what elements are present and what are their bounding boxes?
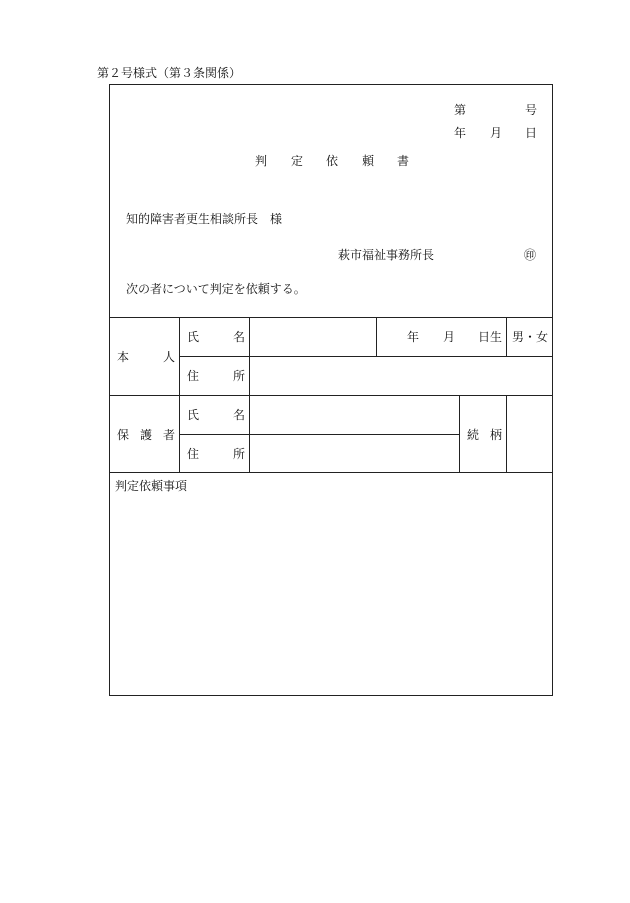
title-char: 書 — [397, 154, 410, 168]
dob-month: 月 — [443, 330, 456, 344]
matters-label: 判定依頼事項 — [115, 479, 188, 493]
number-prefix: 第 — [454, 103, 467, 117]
person-name-label-a: 氏 — [187, 330, 200, 344]
sender: 萩市福祉事務所長 — [338, 248, 435, 262]
guardian-address-label-a: 住 — [187, 447, 200, 461]
title-char: 依 — [326, 154, 339, 168]
title-char: 頼 — [362, 154, 375, 168]
number-suffix: 号 — [525, 103, 538, 117]
guardian-address-label-b: 所 — [233, 447, 246, 461]
person-name-label-b: 名 — [233, 330, 246, 344]
addressee: 知的障害者更生相談所長 様 — [126, 212, 283, 226]
guardian-name-label-a: 氏 — [187, 408, 200, 422]
person-address-label-a: 住 — [187, 369, 200, 383]
person-name-field[interactable] — [251, 319, 375, 355]
title-char: 判 — [255, 154, 268, 168]
guardian-label-b: 護 — [140, 428, 153, 442]
guardian-name-label-b: 名 — [233, 408, 246, 422]
title-char: 定 — [291, 154, 304, 168]
person-address-field[interactable] — [251, 358, 551, 394]
person-label-b: 人 — [163, 350, 176, 364]
seal-mark: ㊞ — [524, 248, 537, 262]
relationship-field[interactable] — [508, 397, 551, 471]
date-year: 年 — [454, 126, 467, 140]
date-day: 日 — [525, 126, 538, 140]
dob-suffix: 日生 — [478, 330, 503, 344]
guardian-name-field[interactable] — [251, 397, 458, 433]
person-label-a: 本 — [117, 350, 130, 364]
person-address-label-b: 所 — [233, 369, 246, 383]
guardian-address-field[interactable] — [251, 436, 458, 471]
intro-text: 次の者について判定を依頼する。 — [126, 282, 306, 296]
guardian-label-a: 保 — [117, 428, 130, 442]
relationship-label-b: 柄 — [490, 428, 503, 442]
gender-options[interactable]: 男・女 — [512, 330, 549, 344]
guardian-label-c: 者 — [163, 428, 176, 442]
matters-field[interactable] — [111, 496, 551, 693]
form-number: 第２号様式（第３条関係） — [97, 66, 242, 80]
relationship-label-a: 続 — [467, 428, 480, 442]
dob-year: 年 — [407, 330, 420, 344]
date-month: 月 — [490, 126, 503, 140]
